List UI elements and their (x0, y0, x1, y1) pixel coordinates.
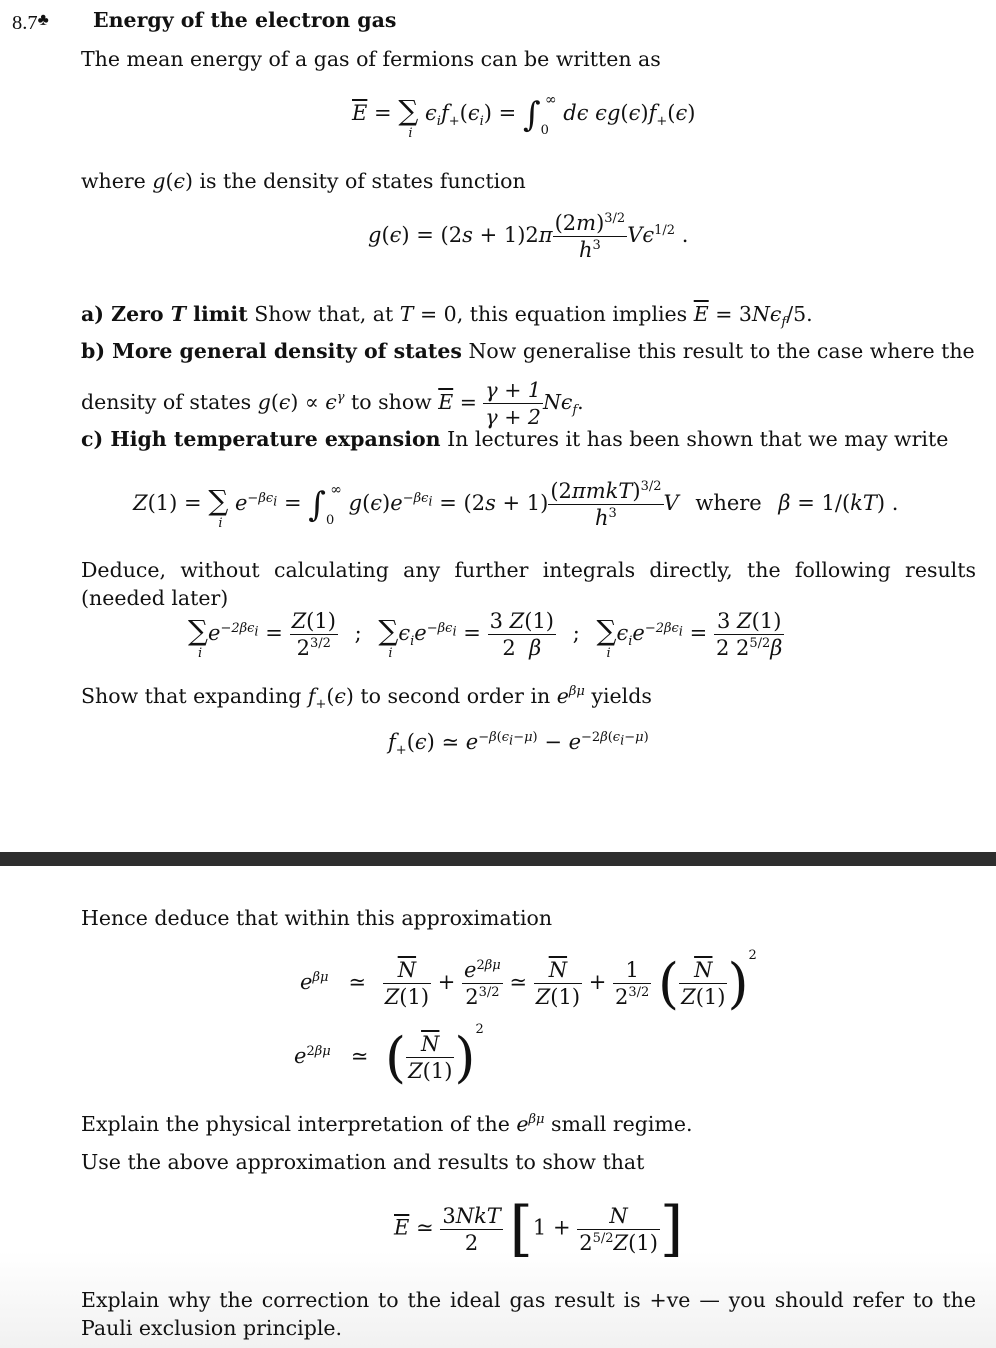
where-label: where (695, 491, 762, 515)
expand-text: Show that expanding $f_+(\epsilon)$ to second order in $e^{\beta\mu}$ yields (81, 684, 652, 713)
part-b: b) More general density of states Now generalise this result to the case where the (81, 339, 975, 363)
intro-text: The mean energy of a gas of fermions can be written as (81, 47, 661, 71)
hence-text: Hence deduce that within this approximation (81, 906, 553, 930)
problem-number: 8.7♣ (12, 10, 49, 34)
part-a-label: a) Zero T limit (81, 302, 248, 326)
part-c-label: c) High temperature expansion (81, 427, 441, 451)
problem-title: Energy of the electron gas (93, 8, 397, 32)
deduce-text: Deduce, without calculating any further integrals directly, the following results (needed later) (81, 558, 976, 610)
club-icon: ♣ (37, 10, 49, 29)
density-of-states-equation: g(ϵ) = (2s + 1)2π $\frac{(2m)^{3/2}}{h^3}$ $V\epsilon^{1/2}$ . (368, 211, 689, 262)
part-c: c) High temperature expansion In lectures it has been shown that we may write (81, 427, 949, 451)
page-divider (0, 852, 996, 867)
partition-function-equation: Z(1) = ∑ i $e^{-\beta\epsilon_i} = \int_0^\infty$ $g(\epsilon)e^{-\beta\epsilon_i} = (2s + 1)$ $\frac{(2\pi mkT)^{3/2}}{h^3}$ V where β = 1/(kT) . (133, 479, 899, 531)
mean-energy-equation: $\overline{E}$ = ∑ i $\epsilon_if_+(\epsilon_i) = \int_0^\infty$ dϵ $\epsilon g(\epsilon)f_+(\epsilon)$ (352, 92, 696, 141)
final-text: Explain why the correction to the ideal gas result is +ve — you should refer to the Pauli exclusion principle. (81, 1288, 976, 1340)
explain-small-text: Explain the physical interpretation of the $e^{\beta\mu}$ small regime. (81, 1112, 693, 1136)
part-b-label: b) More general density of states (81, 339, 462, 363)
f-plus-expansion-equation: $f_+(\epsilon)$ ≃ $e^{-\beta(\epsilon_i-\mu)} - e^{-2\beta(\epsilon_i-\mu)}$ (388, 730, 649, 759)
final-energy-equation: $\overline{E}$ ≃ $\frac{\text{3NkT}}{2}$ [1 + $\frac{N}{2^{5/2}Z(1)}$ ] (394, 1194, 684, 1264)
density-intro-text: where g(ϵ) is the density of states function (81, 169, 526, 193)
part-a: a) Zero T limit Show that, at T = 0, this equation implies $\overline{E} = 3N\epsilon_f/5$. (81, 302, 813, 331)
e-2beta-mu-approx-equation: $e^{2\beta\mu}$ ≃ ( $\frac{\overline{N}}{Z(1)}$ )$^2$ (294, 1022, 484, 1089)
deduced-sums-equation: ∑ i $e^{-2\beta\epsilon_i}$ = $\frac{Z(1)}{2^{3/2}}$ ; ∑ i $\epsilon_ie^{-\beta\epsilon_i}$ = $\frac{3 Z(1)}{2 \beta}$ ; ∑ i $\epsilon_ie^{-2\beta\epsilon_i}$ = $\frac{3 Z(1)}{2 2^{5/2}\beta}$ (188, 609, 783, 661)
e-beta-mu-approx-equation: $e^{\beta\mu}$ ≃ $\frac{\overline{N}}{Z(1)}$ + $\frac{e^{2\beta\mu}}{2^{3/2}}$ ≃ $\frac{\overline{N}}{Z(1)}$ + $\frac{1}{2^{3/2}}$ ( $\frac{\overline{N}}{Z(1)}$ )$^2$ (300, 948, 757, 1015)
part-b-continued: density of states $g(\epsilon) \propto \epsilon^\gamma$ to show $\overline{E}$ = $\frac{\gamma + 1}{\gamma + 2}$ $N\epsilon_f$. (81, 378, 584, 429)
problem-page-bottom (0, 866, 996, 1348)
use-text: Use the above approximation and results to show that (81, 1150, 645, 1174)
